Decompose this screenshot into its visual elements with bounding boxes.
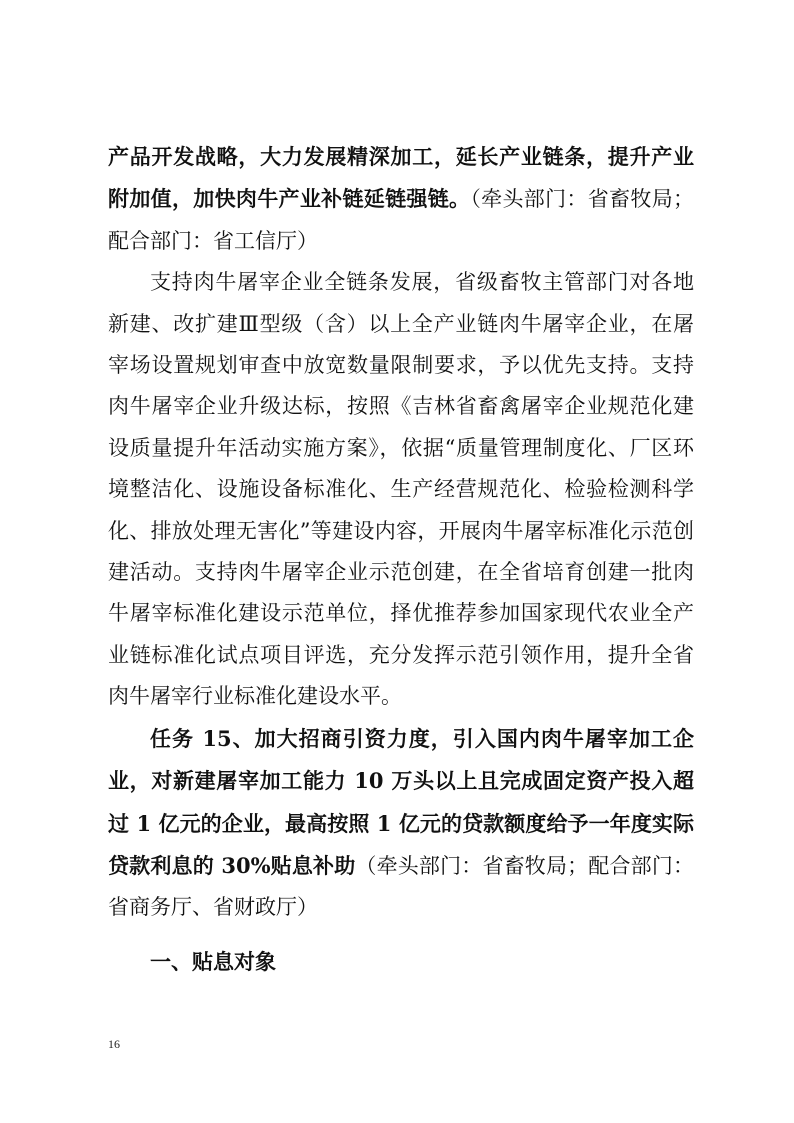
paragraph-continued (108, 136, 694, 262)
paragraph-support-slaughter: 支持肉牛屠宰企业全链条发展，省级畜牧主管部门对各地新建、改扩建Ⅲ型级（含）以上全产业链肉牛屠宰企业，在屠宰场设置规划审查中放宽数量限制要求，予以优先支持。支持肉牛屠宰企业升级达标，按照《吉林省畜禽屠宰企业规范化建设质量提升年活动实施方案》，依据“质量管理制度化、厂区环境整洁化、设施设备标准化、生产经营规范化、检验检测科学化、排放处理无害化”等建设内容，开展肉牛屠宰标准化示范创建活动。支持肉牛屠宰企业示范创建，在全省培育创建一批肉牛屠宰标准化建设示范单位，择优推荐参加国家现代农业全产业链标准化试点项目评选，充分发挥示范引领作用，提升全省肉牛屠宰行业标准化建设水平。 (108, 270, 694, 709)
responsible-departments-note: （牵头部门：省畜牧局；配合部门：省商务厅、省财政厅） (108, 853, 695, 920)
responsible-departments-note: （牵头部门：省畜牧局；配合部门：省工信厅） (108, 187, 695, 253)
document-body (108, 136, 694, 982)
section-heading: 一、贴息对象 (150, 948, 276, 974)
paragraph-task-15 (108, 718, 694, 929)
task-15-bold-text: 任务 15、加大招商引资力度，引入国内肉牛屠宰加工企业，对新建屠宰加工能力 10 万头以上且完成固定资产投入超过 1 亿元的企业，最高按照 1 亿元的贷款额度给予一年度实际贷款利息的 30%贴息补助 (108, 725, 694, 878)
paragraph-bold-text: 产品开发战略，大力发展精深加工，延长产业链条，提升产业附加值，加快肉牛产业补链延链强链。 (108, 144, 694, 212)
page-number: 16 (108, 1037, 120, 1051)
